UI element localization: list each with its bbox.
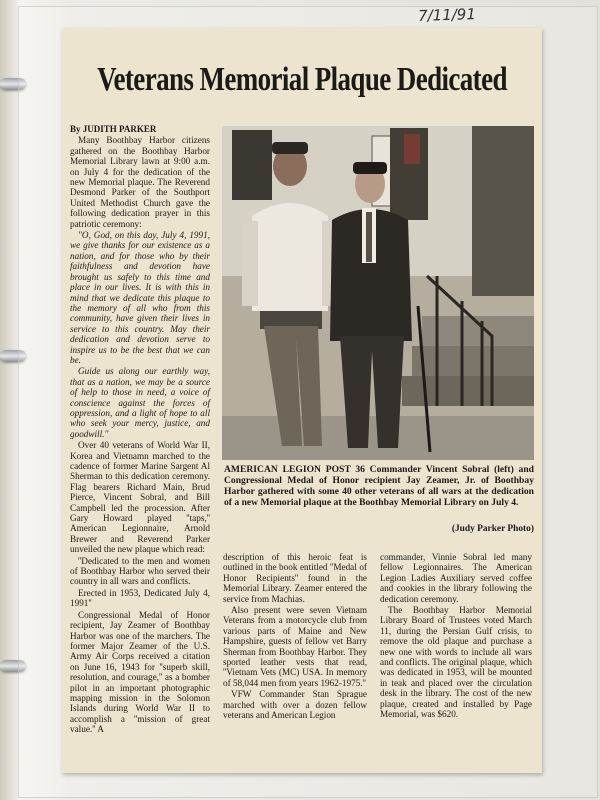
article-paragraph: ''O, God, on this day, July 4, 1991, we give thanks for our existence as a nation, and for those who by their faithfulness and devotion have brought us safely to this time and place in our lives. It is with this in mind that we dedicate this plaque to the memory of all who from this community, have given their lives in service to this country. May their dedication and devotion serve to inspire us to be the best that we can be.: [70, 230, 210, 365]
column-1-body: [70, 135, 210, 734]
article-paragraph: commander, Vinnie Sobral led many fellow Legionnaires. The American Legion Ladies Auxiliary served coffee and cookies in the library following the dedication ceremony.: [380, 552, 532, 604]
article-headline: Veterans Memorial Plaque Dedicated: [97, 60, 507, 98]
article-paragraph: Congressional Medal of Honor recipient, Jay Zeamer of Boothbay Harbor was one of the marchers. The former Major Zeamer of the U.S. Army Air Corps received a citation on June 16, 1943 for ''superb skill, resolution, and courage,'' as a bomber pilot in an important photographic mapping mission in the Solomon Islands during World War II to accomplish a ''mission of great value.'' A: [70, 609, 210, 735]
article-paragraph: ''Dedicated to the men and women of Boothbay Harbor who served their country in all wars and conflicts.: [70, 555, 210, 587]
article-paragraph: description of this heroic feat is outlined in the book entitled ''Medal of Honor Recipients'' found in the Memorial Library. Zeamer entered the service from Machias.: [223, 552, 367, 604]
article-column-1: [70, 124, 210, 736]
article-paragraph: Many Boothbay Harbor citizens gathered on the Boothbay Harbor Memorial Library lawn at 9:00 a.m. on July 4 for the dedication of the new Memorial plaque. The Reverend Desmond Parker of the Southport United Methodist Church gave the following dedication prayer in this patriotic ceremony:: [70, 135, 210, 229]
photo-credit: (Judy Parker Photo): [451, 524, 534, 534]
binder-spine: [0, 0, 18, 800]
article-photo: [222, 126, 534, 460]
article-byline: By JUDITH PARKER: [70, 124, 157, 134]
article-paragraph: The Boothbay Harbor Memorial Library Board of Trustees voted March 11, during the Persian Gulf crisis, to remove the old plaque and purchase a new one with words to include all wars and conflicts. The original plaque, which was dedicated in 1953, will be mounted in teak and placed over the circulation desk in the library. The cost of the new plaque, created and installed by Page Memorial, was $620.: [380, 605, 532, 720]
article-paragraph: Over 40 veterans of World War II, Korea and Vietnamn marched to the cadence of former Marine Sargent Al Sherman to this dedication ceremony. Flag bearers Richard Main, Brud Pierce, Vincent Sobral, and Bill Campbell led the procession. After Gary Howard played ''taps,'' American Legionnaire, Arnold Brewer and Reverend Parker unveiled the new plaque which read:: [70, 440, 210, 555]
article-column-3: [380, 552, 532, 721]
article-column-2: [223, 552, 367, 722]
article-paragraph: VFW Commander Stan Sprague marched with over a dozen fellow veterans and American Legion: [223, 689, 367, 721]
article-paragraph: Erected in 1953, Dedicated July 4, 1991'': [70, 587, 210, 609]
article-paragraph: Also present were seven Vietnam Veterans from a motorcycle club from various parts of Maine and New Hampshire, guests of fellow vet Barry Sherman from Boothbay Harbor. They sported leather vests that read, ''Vietnam Vets (MC) USA. In memory of 58,044 men from years 1962-1975.'': [223, 605, 367, 688]
article-paragraph: Guide us along our earthly way, that as a nation, we may be a source of help to those in need, a voice of conscience against the forces of oppression, and a light of hope to all who seek your mercy, justice, and goodwill.'': [70, 366, 210, 439]
newspaper-clipping: [62, 28, 542, 773]
photo-veterans-illustration: [222, 126, 534, 460]
handwritten-date: 7/11/91: [417, 4, 477, 26]
photo-caption: AMERICAN LEGION POST 36 Commander Vincent Sobral (left) and Congressional Medal of Honor recipient Jay Zeamer, Jr. of Boothbay Harbor gathered with some 40 other veterans of all wars at the dedication of a new Memorial plaque at the Boothbay Memorial Library on July 4.: [224, 464, 534, 508]
